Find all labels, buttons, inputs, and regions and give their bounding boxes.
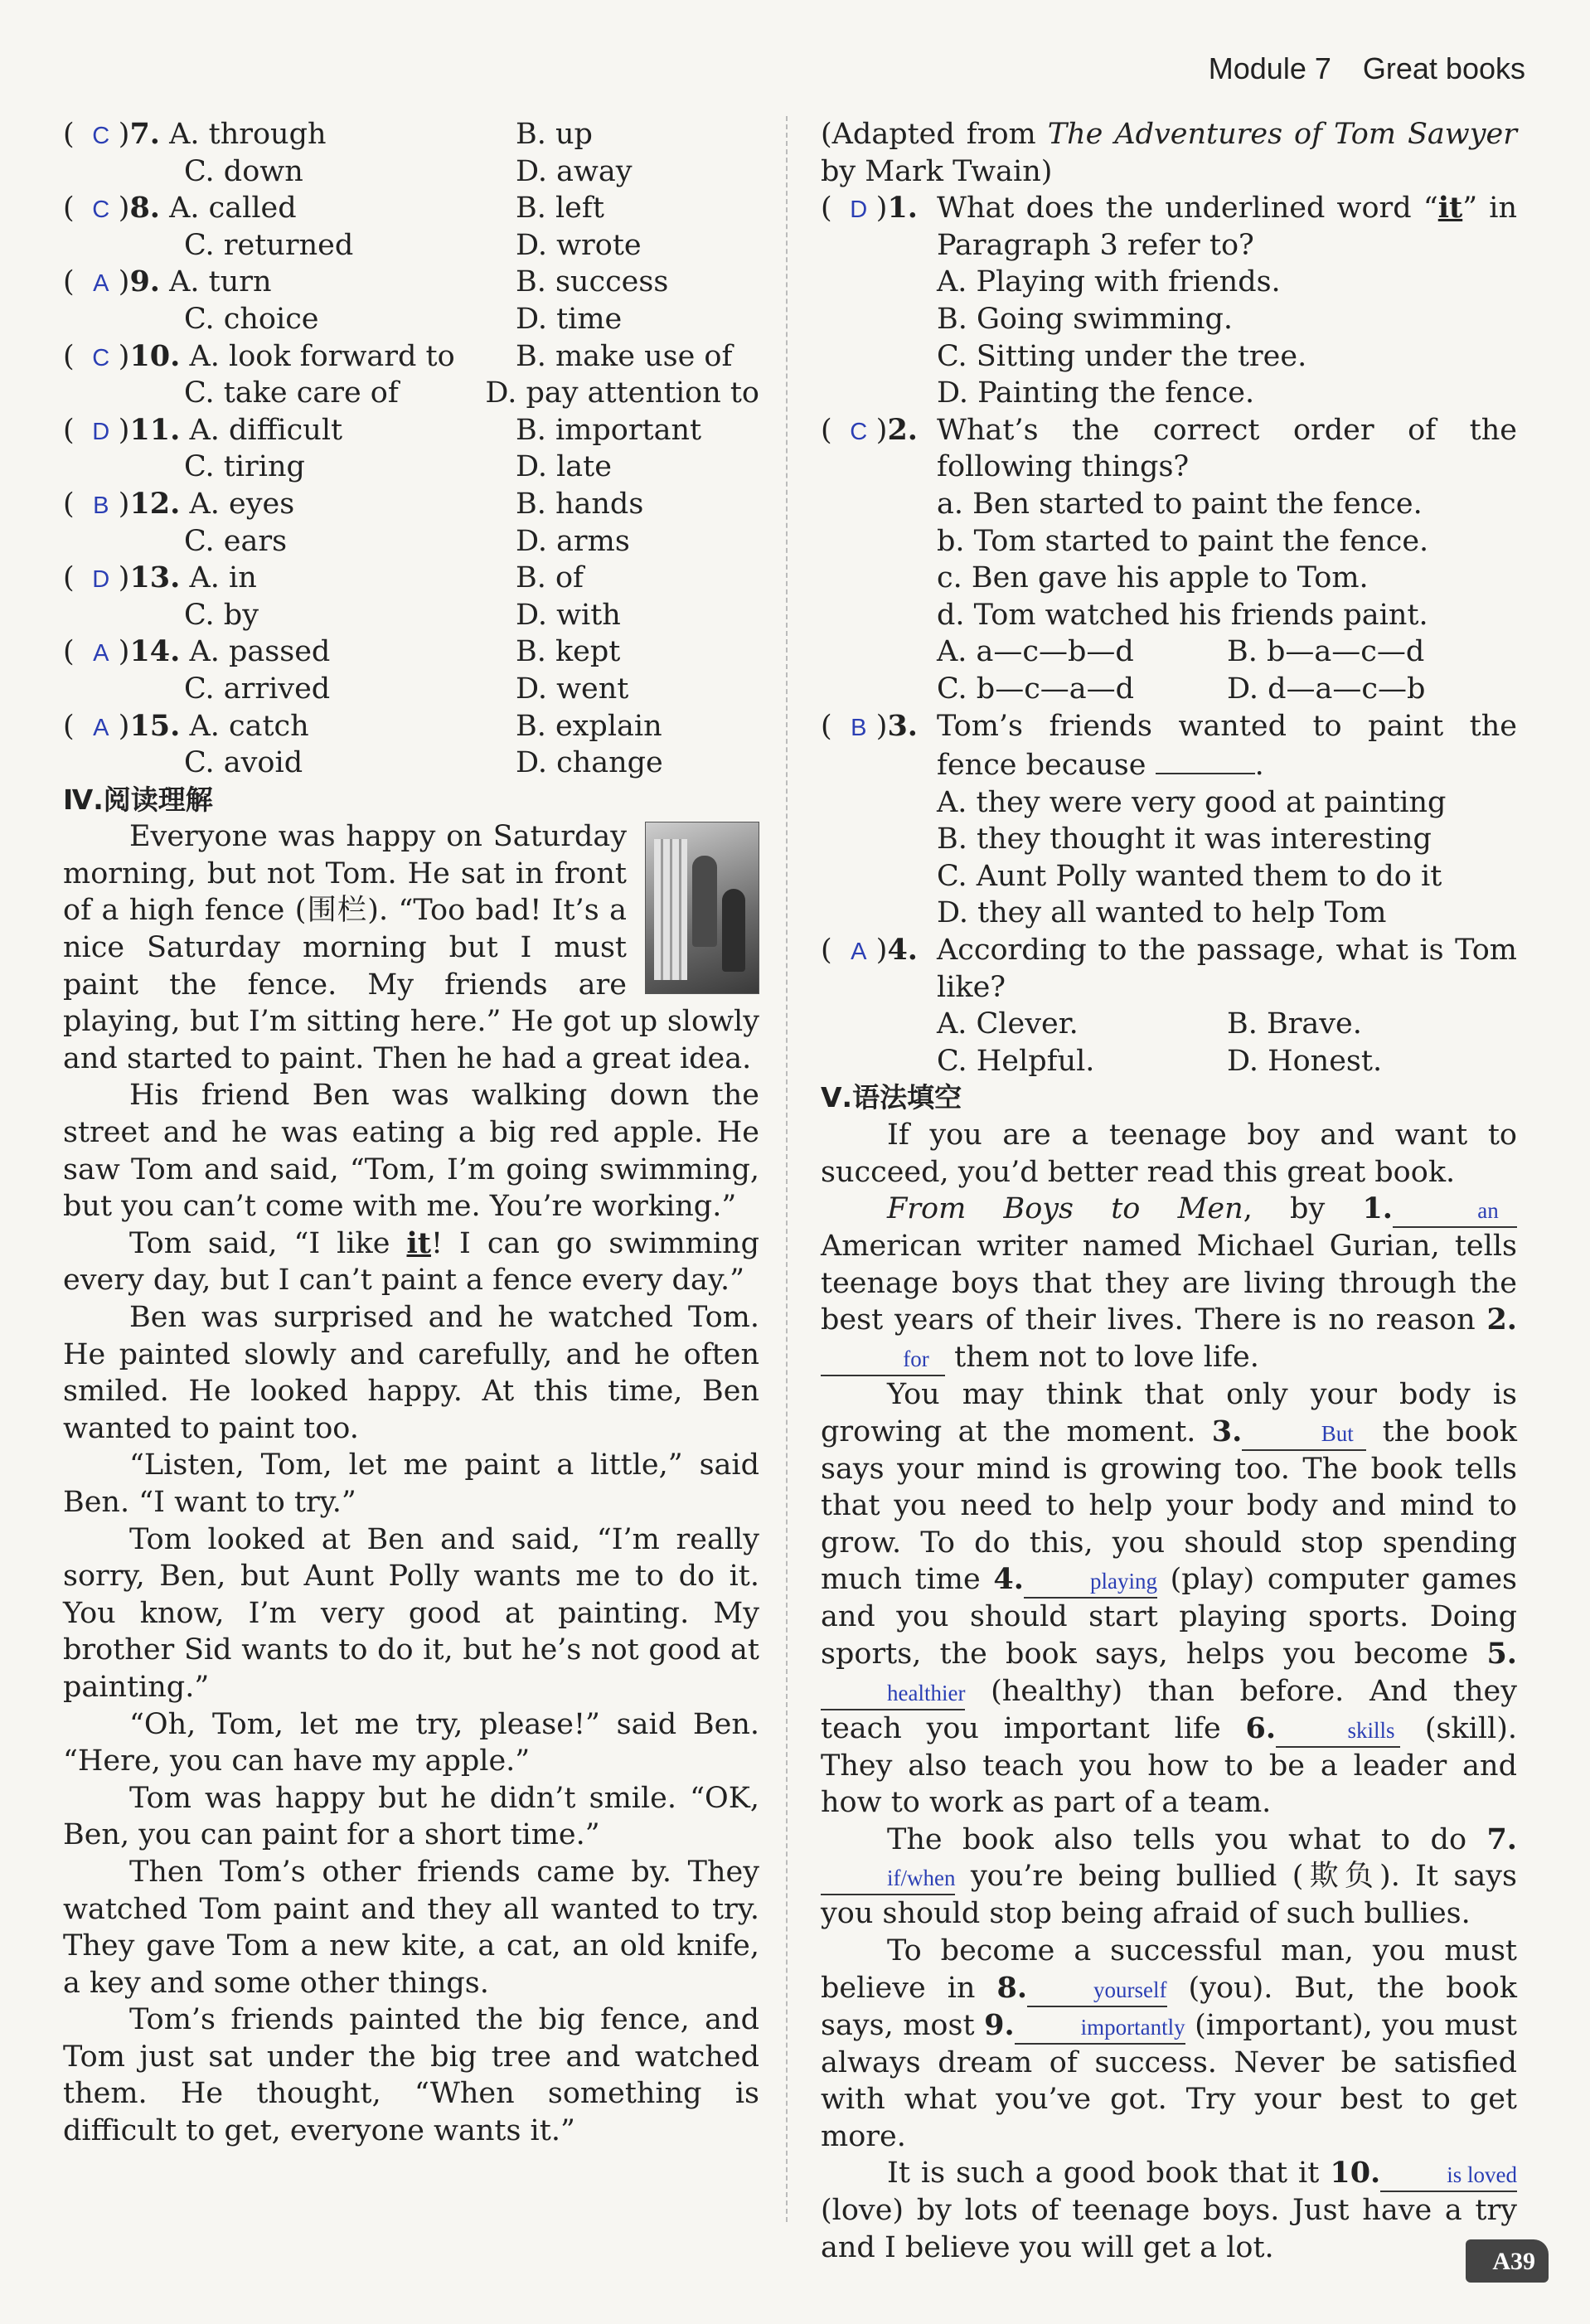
- module-label: Module 7: [1208, 51, 1331, 85]
- cloze-item-row-2: [63, 745, 759, 782]
- option-d: D. pay attention to: [485, 376, 759, 410]
- option-d: D. arms: [516, 524, 630, 558]
- grammar-paragraph-1: From Boys to Men, by 1. an American writer named Michael Gurian, tells teenage boys that they are living through the best years of their lives. There is no reason 2.for them not to love life.: [821, 1191, 1517, 1376]
- option: B. Going swimming.: [937, 302, 1234, 336]
- passage-paragraph-1: Everyone was happy on Saturday morning, but not Tom. He sat in front of a high fence (围栏). “Too bad! It’s a nice Saturday morning but I must paint the fence. My friends are playing, but I’m sitting here.” He got up slowly and started to paint. Then he had a great idea.: [63, 820, 759, 1075]
- option: C. Aunt Polly wanted them to do it: [937, 859, 1442, 893]
- grammar-heading: Ⅴ.语法填空: [821, 1081, 962, 1114]
- cloze-item-row-2: [63, 375, 759, 412]
- option: A. Playing with friends.: [937, 265, 1281, 299]
- option: B. they thought it was interesting: [937, 822, 1432, 856]
- grammar-paragraph-5: It is such a good book that it 10. is loved (love) by lots of teenage boys. Just have a try and I believe you will get a lot.: [821, 2156, 1517, 2264]
- page-header: [1209, 51, 1525, 86]
- option: C. b—c—a—d: [937, 672, 1135, 706]
- option: D. d—a—c—b: [1227, 672, 1426, 706]
- answer-mark: A: [93, 270, 109, 298]
- option-d: D. change: [516, 746, 663, 780]
- answer-mark: D: [92, 566, 110, 594]
- option-c: C. choice: [184, 302, 319, 336]
- order-item: d. Tom watched his friends paint.: [937, 598, 1428, 632]
- option: D. they all wanted to help Tom: [937, 896, 1387, 930]
- option: A. a—c—b—d: [937, 635, 1134, 669]
- grammar-intro: If you are a teenage boy and want to succeed, you’d better read this great book.: [821, 1118, 1517, 1189]
- reading-passage: [63, 818, 759, 2149]
- cloze-line-1: ( D )13. A. in: [63, 560, 516, 597]
- cloze-line-1: ( A )15. A. catch: [63, 708, 516, 745]
- option: A. they were very good at painting: [937, 785, 1447, 819]
- cloze-item: [63, 412, 759, 449]
- cloze-line-1: ( B )12. A. eyes: [63, 486, 516, 523]
- answer-mark: C: [92, 196, 110, 224]
- answer-mark: B: [93, 492, 109, 519]
- option: B. Brave.: [1227, 1007, 1362, 1041]
- question-stem: According to the passage, what is Tom like?: [937, 934, 1517, 1004]
- grammar-paragraph-3: The book also tells you what to do 7.if/when you’re being bullied (欺负). It says you should stop being afraid of such bullies.: [821, 1822, 1517, 1931]
- cloze-options-list: [63, 116, 759, 782]
- cloze-item: [63, 560, 759, 597]
- column-divider: [786, 116, 788, 2222]
- question-stem: Tom’s friends wanted to paint the fence because .: [937, 709, 1517, 783]
- blank-7-answer: if/when: [821, 1866, 955, 1895]
- reading-question: ( D )1. What does the underlined word “it” in Paragraph 3 refer to? A. Playing with friends. B. Going swimming. C. Sitting under the tree. D. Painting the fence.: [821, 190, 1517, 412]
- grammar-paragraph-4: To become a successful man, you must believe in 8. yourself (you). But, the book says, most 9. importantly (important), you must always dream of success. Never be satisfied with what you’ve got. Try your best to get more.: [821, 1933, 1517, 2153]
- blank-8-answer: yourself: [1027, 1977, 1166, 2007]
- passage-paragraph-9: Then Tom’s other friends came by. They watched Tom paint and they all wanted to try. They gave Tom a new kite, a cat, an old knife, a key and some other things.: [63, 1855, 759, 2000]
- cloze-line-1: ( A )9. A. turn: [63, 264, 516, 301]
- right-column: [821, 116, 1517, 2267]
- option-b: B. up: [516, 118, 593, 151]
- answer-mark: B: [851, 714, 867, 741]
- option-b: B. make use of: [516, 339, 733, 373]
- answer-mark: A: [93, 714, 109, 741]
- blank-1-answer: an: [1393, 1198, 1517, 1228]
- option: C. Helpful.: [937, 1044, 1095, 1078]
- option-d: D. with: [516, 598, 621, 632]
- passage-source: (Adapted from The Adventures of Tom Sawyer by Mark Twain): [821, 118, 1517, 188]
- passage-paragraph-3: Tom said, “I like it! I can go swimming every day, but I can’t paint a fence every day.”: [63, 1225, 759, 1298]
- order-item: b. Tom started to paint the fence.: [937, 524, 1429, 558]
- cloze-item: [63, 190, 759, 227]
- grammar-passage: [821, 1117, 1517, 2266]
- answer-mark: A: [851, 939, 867, 966]
- option-d: D. late: [516, 450, 612, 484]
- option-c: C. down: [184, 154, 303, 188]
- option: C. Sitting under the tree.: [937, 339, 1307, 373]
- cloze-item-row-2: [63, 597, 759, 634]
- story-illustration: [645, 822, 759, 994]
- cloze-item-row-2: [63, 449, 759, 486]
- module-title: Great books: [1362, 51, 1525, 85]
- reading-heading: Ⅳ.阅读理解: [63, 783, 213, 816]
- cloze-line-1: ( D )11. A. difficult: [63, 412, 516, 449]
- cloze-item-row-2: [63, 301, 759, 338]
- cloze-item: [63, 708, 759, 745]
- answer-mark: C: [92, 344, 110, 371]
- blank-10-answer: is loved: [1380, 2162, 1517, 2192]
- passage-paragraph-6: Tom looked at Ben and said, “I’m really sorry, Ben, but Aunt Polly wants me to do it. You know, I’m very good at painting. My brother Sid wants to do it, but he’s not good at painting.”: [63, 1522, 759, 1704]
- left-column: [63, 116, 759, 2150]
- passage-paragraph-5: “Listen, Tom, let me paint a little,” said Ben. “I want to try.”: [63, 1448, 759, 1519]
- blank-4-answer: playing: [1024, 1569, 1157, 1599]
- cloze-line-1: ( C )7. A. through: [63, 116, 516, 153]
- underlined-word: it: [406, 1225, 431, 1260]
- blank-6-answer: skills: [1276, 1718, 1400, 1748]
- cloze-item-row-2: [63, 227, 759, 264]
- option: B. b—a—c—d: [1227, 635, 1425, 669]
- order-item: a. Ben started to paint the fence.: [937, 487, 1423, 521]
- cloze-line-1: ( C )10. A. look forward to: [63, 338, 516, 376]
- cloze-item: [63, 338, 759, 376]
- option-b: B. hands: [516, 487, 644, 521]
- answer-mark: C: [850, 418, 868, 445]
- option: A. Clever.: [937, 1007, 1079, 1041]
- option: D. Painting the fence.: [937, 376, 1255, 410]
- option: D. Honest.: [1227, 1044, 1383, 1078]
- option-c: C. returned: [184, 228, 354, 262]
- option-c: C. ears: [184, 524, 288, 558]
- reading-question: ( C )2. What’s the correct order of the following things? a. Ben started to paint the fence. b. Tom started to paint the fence. c. Ben gave his apple to Tom. d. Tom watched his friends paint. A. a—c—b—d B. b—a—c—d C. b—c—a—d D. d—a—c—b: [821, 412, 1517, 708]
- cloze-item: [63, 264, 759, 301]
- cloze-item: [63, 633, 759, 671]
- option-d: D. away: [516, 154, 633, 188]
- passage-paragraph-8: Tom was happy but he didn’t smile. “OK, Ben, you can paint for a short time.”: [63, 1781, 759, 1852]
- passage-paragraph-10: Tom’s friends painted the big fence, and Tom just sat under the big tree and watched them. He thought, “When something is difficult to get, everyone wants it.”: [63, 2003, 759, 2148]
- cloze-item-row-2: [63, 671, 759, 708]
- option-c: C. tiring: [184, 450, 305, 484]
- order-item: c. Ben gave his apple to Tom.: [937, 561, 1369, 595]
- answer-mark: A: [93, 640, 109, 667]
- cloze-item: [63, 116, 759, 153]
- option-b: B. of: [516, 561, 584, 595]
- cloze-item-row-2: [63, 523, 759, 560]
- page-number: • A39: [1466, 2239, 1549, 2283]
- answer-blank: [1156, 745, 1255, 774]
- question-stem: What’s the correct order of the following things?: [937, 413, 1517, 484]
- grammar-paragraph-2: You may think that only your body is growing at the moment. 3. But the book says your mind is growing too. The book tells that you need to help your body and mind to grow. To do this, you should stop spending much time 4. playing (play) computer games and you should start playing sports. Doing sports, the book says, helps you become 5.healthier (healthy) than before. And they teach you important life 6. skills (skill). They also teach you how to be a leader and how to work as part of a team.: [821, 1378, 1517, 1820]
- option-c: C. take care of: [184, 376, 399, 410]
- reading-questions: [821, 190, 1517, 1080]
- answer-mark: D: [850, 196, 868, 224]
- cloze-line-1: ( A )14. A. passed: [63, 633, 516, 671]
- question-stem: What does the underlined word “it” in Paragraph 3 refer to?: [937, 191, 1517, 262]
- reading-question: ( A )4. According to the passage, what is Tom like? A. Clever. B. Brave. C. Helpful. D. Honest.: [821, 932, 1517, 1080]
- answer-mark: C: [92, 123, 110, 149]
- option-b: B. important: [516, 413, 702, 447]
- option-b: B. kept: [516, 635, 621, 669]
- passage-paragraph-2: His friend Ben was walking down the street and he was eating a big red apple. He saw Tom and said, “Tom, I’m going swimming, but you can’t come with me. You’re working.”: [63, 1079, 759, 1224]
- passage-paragraph-7: “Oh, Tom, let me try, please!” said Ben. “Here, you can have my apple.”: [63, 1707, 759, 1778]
- blank-9-answer: importantly: [1015, 2015, 1185, 2045]
- option-d: D. time: [516, 302, 623, 336]
- option-c: C. arrived: [184, 672, 331, 706]
- option-c: C. avoid: [184, 746, 303, 780]
- option-d: D. went: [516, 672, 629, 706]
- option-b: B. success: [516, 265, 669, 299]
- option-d: D. wrote: [516, 228, 642, 262]
- blank-3-answer: But: [1242, 1421, 1366, 1451]
- option-b: B. left: [516, 192, 604, 226]
- reading-question: ( B )3. Tom’s friends wanted to paint the fence because . A. they were very good at painting B. they thought it was interesting C. Aunt Polly wanted them to do it D. they all wanted to help Tom: [821, 708, 1517, 933]
- passage-paragraph-4: Ben was surprised and he watched Tom. He painted slowly and carefully, and he often smiled. He looked happy. At this time, Ben wanted to paint too.: [63, 1301, 759, 1445]
- option-b: B. explain: [516, 709, 662, 743]
- cloze-item: [63, 486, 759, 523]
- blank-5-answer: healthier: [821, 1681, 965, 1710]
- blank-2-answer: for: [821, 1346, 945, 1376]
- cloze-line-1: ( C )8. A. called: [63, 190, 516, 227]
- cloze-item-row-2: [63, 153, 759, 191]
- answer-mark: D: [92, 418, 110, 445]
- option-c: C. by: [184, 598, 259, 632]
